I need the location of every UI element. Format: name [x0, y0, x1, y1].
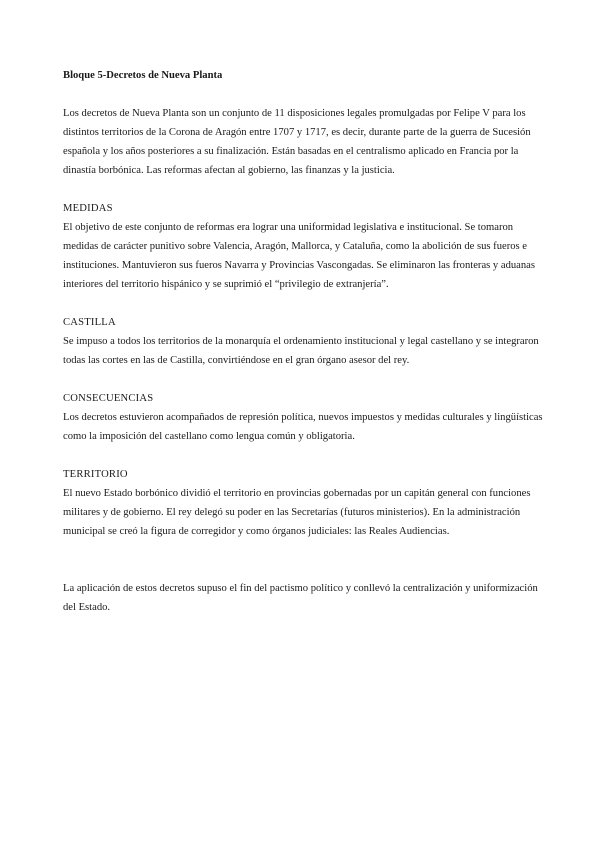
conclusion-paragraph: La aplicación de estos decretos supuso el fin del pactismo político y conllevó la centralización y uniformización del Estado.: [63, 583, 538, 613]
section-heading: MEDIDAS: [63, 203, 113, 214]
section-territorio: [63, 465, 545, 541]
section-medidas: [63, 199, 545, 294]
section-heading: CASTILLA: [63, 317, 116, 328]
intro-paragraph: Los decretos de Nueva Planta son un conjunto de 11 disposiciones legales promulgadas por Felipe V para los distintos territorios de la Corona de Aragón entre 1707 y 1717, es decir, durante parte de la guerra de Sucesión española y los años posteriores a su finalización. Están basadas en el centralismo aplicado en Francia por la dinastía borbónica. Las reformas afectan al gobierno, las finanzas y la justicia.: [63, 108, 531, 176]
section-heading: CONSECUENCIAS: [63, 393, 154, 404]
section-body: El objetivo de este conjunto de reformas era lograr una uniformidad legislativa e institucional. Se tomaron medidas de carácter punitivo sobre Valencia, Aragón, Mallorca, y Cataluña, como la abolición de sus fueros e instituciones. Mantuvieron sus fueros Navarra y Provincias Vascongadas. Se eliminaron las fronteras y aduanas interiores del territorio hispánico y se suprimió el “privilegio de extranjería”.: [63, 222, 535, 290]
section-castilla: [63, 313, 545, 370]
section-body: Los decretos estuvieron acompañados de represión política, nuevos impuestos y medidas culturales y lingüísticas como la imposición del castellano como lengua común y obligatoria.: [63, 412, 543, 442]
section-heading: TERRITORIO: [63, 469, 128, 480]
section-body: El nuevo Estado borbónico dividió el territorio en provincias gobernadas por un capitán general con funciones militares y de gobierno. El rey delegó su poder en las Secretarías (futuros ministerios). En la administración municipal se creó la figura de corregidor y como órganos judiciales: las Reales Audiencias.: [63, 488, 531, 537]
document-page: [63, 66, 545, 617]
section-consecuencias: [63, 389, 545, 446]
section-body: Se impuso a todos los territorios de la monarquía el ordenamiento institucional y legal castellano y se integraron todas las cortes en las de Castilla, convirtiéndose en el gran órgano asesor del rey.: [63, 336, 539, 366]
document-title: Bloque 5-Decretos de Nueva Planta: [63, 70, 223, 81]
